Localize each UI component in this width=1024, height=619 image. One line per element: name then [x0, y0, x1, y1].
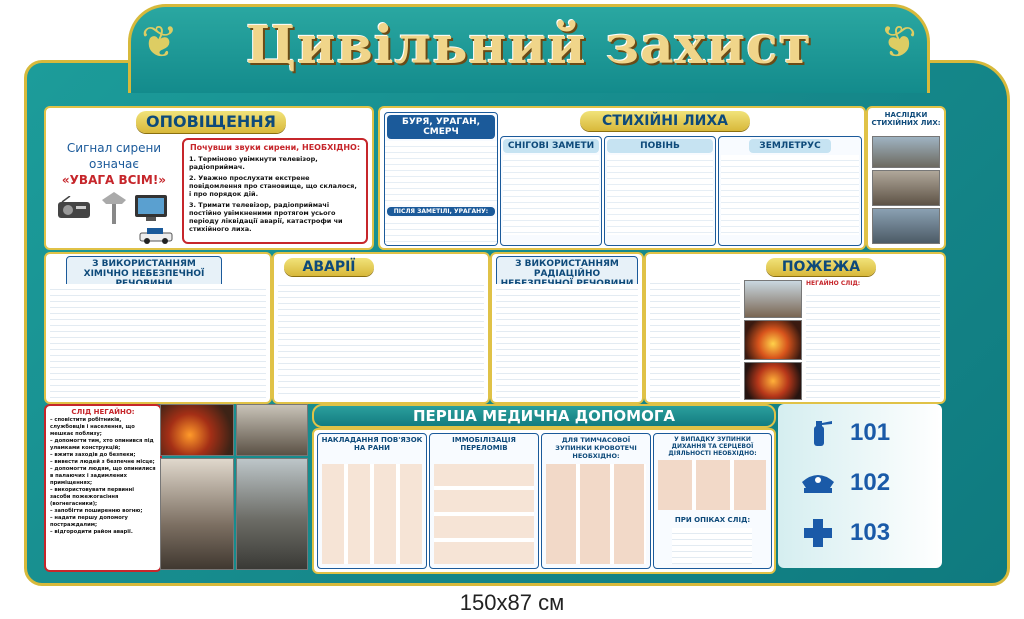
burns-text [672, 528, 752, 564]
flood-text [607, 155, 713, 235]
disasters-header: СТИХІЙНІ ЛИХА [580, 111, 750, 131]
must-do-panel [44, 404, 162, 572]
fire-header: ПОЖЕЖА [766, 258, 876, 276]
first-aid-panel [312, 428, 776, 574]
instruction-1: 1. Терміново увімкнути телевізор, радіоприймач. [189, 155, 318, 171]
accidents-text [278, 280, 484, 398]
accidents-header: АВАРІЇ [284, 258, 374, 276]
accident-photo-3 [160, 458, 234, 570]
first-aid-header: ПЕРША МЕДИЧНА ДОПОМОГА [312, 404, 776, 428]
radio-icon [56, 196, 92, 220]
fire-text-right [806, 290, 940, 398]
consequences-header: НАСЛІДКИ СТИХІЙНИХ ЛИХ: [871, 111, 941, 127]
must-do-item: – вивести людей з безпечне місце; [50, 459, 155, 465]
must-do-item: – надати першу допомогу постраждалим; [50, 515, 128, 528]
emergency-row-medical [798, 518, 890, 548]
must-do-item: – відгородити район аварії. [50, 529, 133, 535]
instructions-title: Почувши звуки сирени, НЕОБХІДНО: [189, 143, 361, 152]
cpr-column [653, 433, 772, 569]
siren-line-1: Сигнал сирени [66, 141, 162, 155]
accident-photo-1 [160, 404, 234, 456]
emergency-row-fire [798, 418, 890, 448]
must-do-item: – допомогти тим, хто опинився під уламками конструкцій; [50, 438, 154, 451]
radiation-panel [490, 252, 644, 404]
snow-section [500, 136, 602, 246]
cpr-header: У ВИПАДКУ ЗУПИНКИ ДИХАННЯ ТА СЕРЦЕВОЇ ДІЯЛЬНОСТІ НЕОБХІДНО: [668, 436, 757, 457]
must-do-item: – використовувати первинні засоби пожежогасіння (вогнегасники); [50, 487, 134, 507]
cpr-illustrations [658, 460, 766, 510]
must-do-item: – вжити заходів до безпеки; [50, 452, 136, 458]
accidents-panel [272, 252, 490, 404]
chemical-header: З ВИКОРИСТАННЯМ ХІМІЧНО НЕБЕЗПЕЧНОЇ [66, 256, 222, 292]
must-do-header: СЛІД НЕГАЙНО: [71, 408, 135, 416]
police-number: 102 [850, 469, 891, 496]
radiation-header: З ВИКОРИСТАННЯМ РАДІАЦІЙНО [496, 256, 638, 292]
splint-header: ІММОБІЛІЗАЦІЯ ПЕРЕЛОМІВ [452, 436, 516, 452]
siren-line-2: означає [89, 157, 139, 171]
page-title: Цивільний захист [245, 15, 813, 76]
fire-number: 101 [850, 419, 891, 446]
flood-header: ПОВІНЬ [607, 139, 713, 153]
instruction-3: 3. Тримати телевізор, радіоприймачі постійно увімкненими протягом усього періоду ліквідації аварії, катастрофи чи стихійного лиха. [189, 201, 343, 233]
instruction-2: 2. Уважно прослухати екстрене повідомлення про становище, що склалося, і про порядок дій. [189, 174, 357, 198]
bleeding-header: ДЛЯ ТИМЧАСОВОЇ ЗУПИНКИ КРОВОТЕЧІ НЕОБХІДНО: [555, 436, 637, 460]
emergency-panel [778, 404, 942, 568]
ornament-left-icon: ❦ [141, 17, 178, 68]
fire-panel [644, 252, 946, 404]
splint-illustrations [434, 464, 534, 564]
earthquake-text [721, 155, 859, 235]
must-do-item: – запобігти поширенню вогню; [50, 508, 143, 514]
splint-column [429, 433, 539, 569]
flood-section [604, 136, 716, 246]
police-car-icon [138, 226, 174, 244]
bleeding-column [541, 433, 651, 569]
notification-header: ОПОВІЩЕННЯ [136, 111, 286, 133]
after-storm-text [385, 218, 497, 246]
police-cap-icon [798, 468, 838, 498]
siren-loudspeaker-icon [100, 190, 128, 224]
earthquake-section [718, 136, 862, 246]
chemical-panel [44, 252, 272, 404]
disaster-photo-3 [872, 208, 940, 244]
size-label: 150x87 см [459, 590, 565, 615]
chemical-text [50, 284, 266, 398]
bleeding-illustrations [546, 464, 646, 564]
medical-cross-icon [798, 518, 838, 548]
title-tab [128, 4, 930, 93]
notification-panel [44, 106, 374, 250]
siren-text [54, 140, 174, 188]
accident-photo-2 [236, 404, 308, 456]
fire-text-left [650, 278, 740, 398]
fire-photo-1 [744, 280, 802, 318]
burns-header: ПРИ ОПІКАХ СЛІД: [674, 516, 751, 524]
ornament-right-icon: ❦ [880, 17, 917, 68]
snow-header: СНІГОВІ ЗАМЕТИ [503, 139, 599, 153]
disaster-photo-2 [872, 170, 940, 206]
emergency-row-police [798, 468, 890, 498]
fire-photo-3 [744, 362, 802, 400]
must-do-item: – допомогти людям, що опинилися в палаючих і задимлених приміщеннях; [50, 466, 156, 486]
disasters-panel [378, 106, 866, 250]
storm-text [385, 141, 497, 205]
fire-photo-2 [744, 320, 802, 360]
disaster-photo-1 [872, 136, 940, 168]
accident-photo-4 [236, 458, 308, 570]
snow-text [503, 155, 599, 235]
fire-extinguisher-icon [798, 418, 838, 448]
bandage-illustrations [322, 464, 422, 564]
medical-number: 103 [850, 519, 891, 546]
siren-line-3: «УВАГА ВСІМ!» [61, 173, 167, 187]
storm-section [384, 112, 498, 246]
storm-header: БУРЯ, УРАГАН, СМЕРЧ [387, 115, 495, 139]
earthquake-header: ЗЕМЛЕТРУС [749, 139, 831, 153]
siren-instructions-box [182, 138, 368, 244]
must-do-list [46, 416, 160, 537]
bandage-header: НАКЛАДАННЯ ПОВ'ЯЗОК НА РАНИ [321, 436, 423, 452]
after-storm-header: ПІСЛЯ ЗАМЕТІЛІ, УРАГАНУ: [387, 207, 495, 216]
tv-icon [134, 194, 168, 222]
must-do-item: – сповістити робітників, службовців і населення, що мешкає поблизу; [50, 417, 135, 437]
bandage-column [317, 433, 427, 569]
fire-immediately: НЕГАЙНО СЛІД: [806, 280, 861, 287]
radiation-text [496, 284, 638, 398]
consequences-panel [866, 106, 946, 250]
